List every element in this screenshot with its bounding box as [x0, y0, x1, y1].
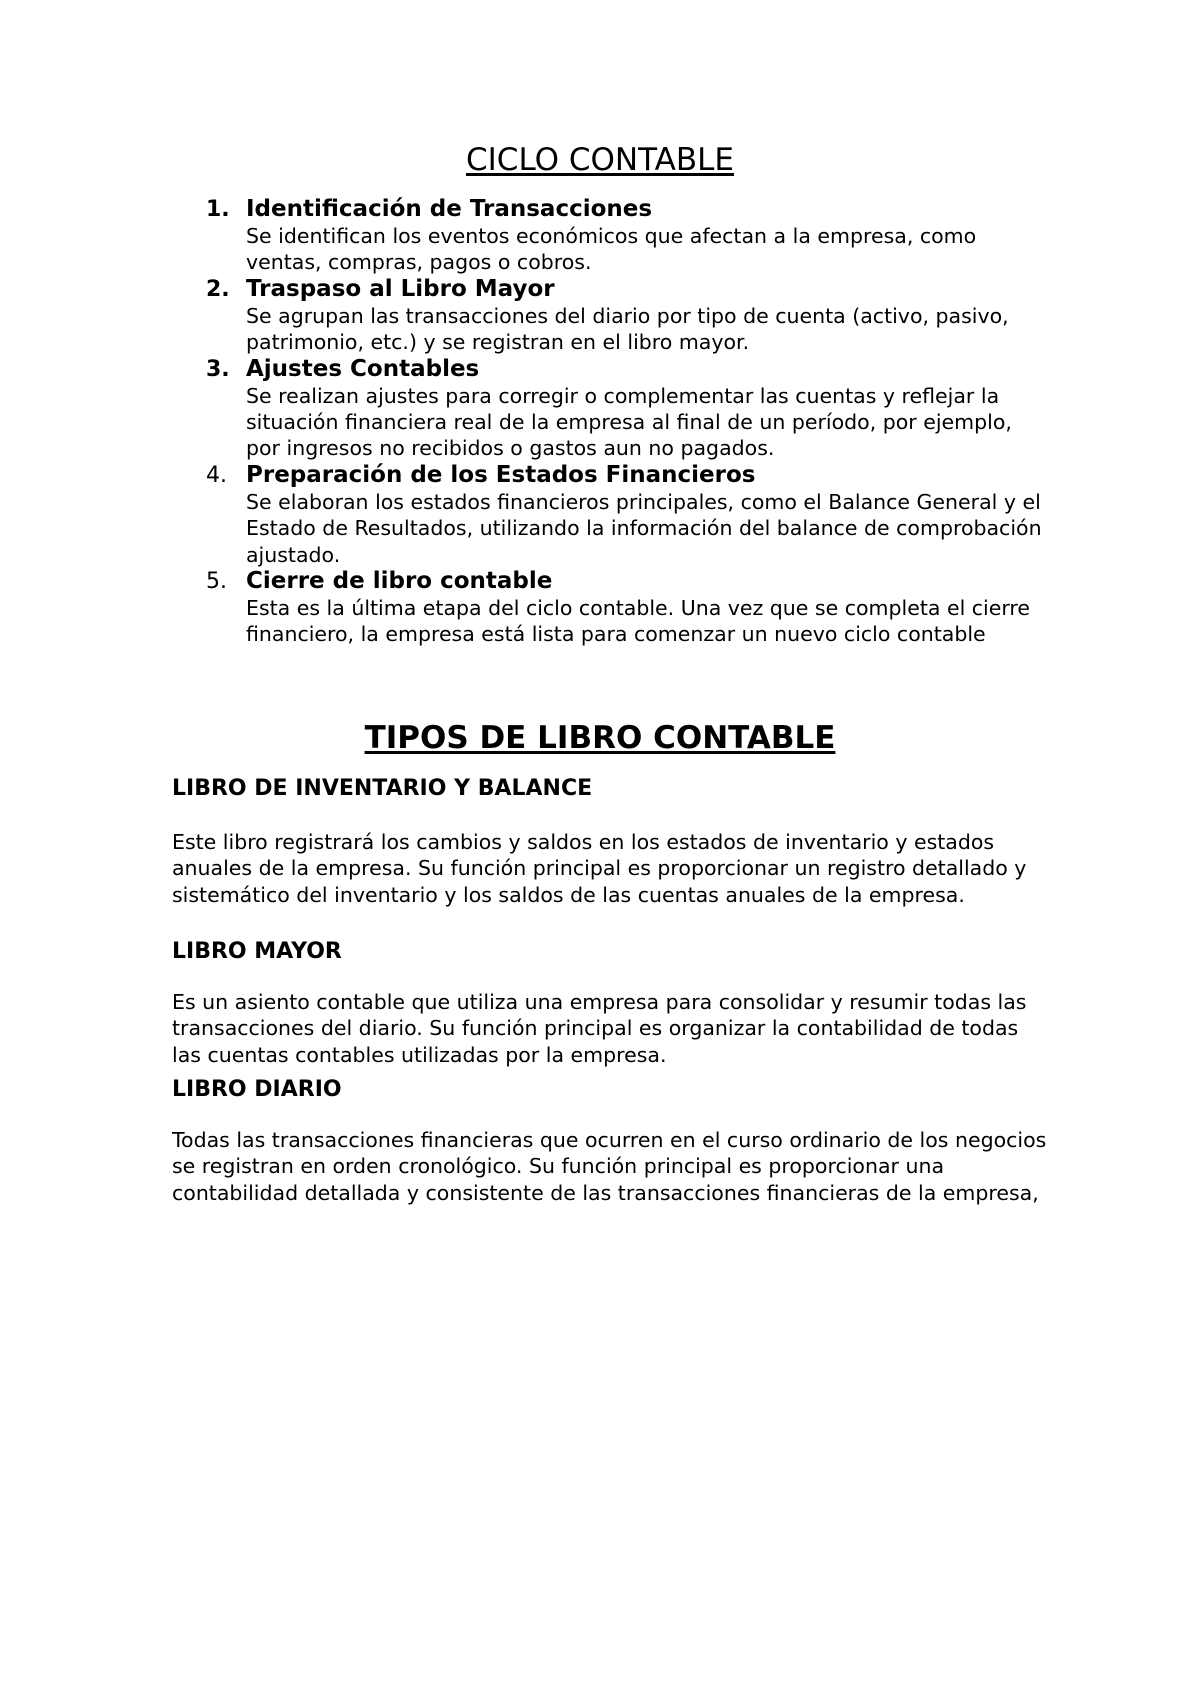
- step-description: Esta es la última etapa del ciclo contable. Una vez que se completa el cierre financiero, la empresa está lista para comenzar un nuevo ciclo contable: [246, 596, 1031, 647]
- title-tipos-de-libro: TIPOS DE LIBRO CONTABLE: [364, 720, 836, 756]
- book-heading: LIBRO DIARIO: [172, 1077, 342, 1102]
- step-item-5: [206, 568, 1046, 648]
- title-ciclo-contable: CICLO CONTABLE: [466, 142, 734, 178]
- step-number: 1.: [206, 197, 230, 222]
- book-section-diario: [172, 1076, 1052, 1206]
- step-title: Preparación de los Estados Financieros: [246, 461, 756, 488]
- step-number: 4.: [206, 462, 227, 488]
- book-text: Este libro registrará los cambios y saldos en los estados de inventario y estados anuales de la empresa. Su función principal es proporcionar un registro detallado y sistemático del inventario y los saldos de las cuentas anuales de la empresa.: [172, 830, 1027, 907]
- step-item-1: [206, 196, 1046, 276]
- step-description: Se elaboran los estados financieros principales, como el Balance General y el Estado de Resultados, utilizando la información del balance de comprobación ajustado.: [246, 489, 1042, 567]
- book-text: Todas las transacciones financieras que ocurren en el curso ordinario de los negocios se registran en orden cronológico. Su función principal es proporcionar una contabilidad detallada y consistente de las transacciones financieras de la empresa,: [172, 1128, 1047, 1205]
- step-description: Se agrupan las transacciones del diario por tipo de cuenta (activo, pasivo, patrimonio, etc.) y se registran en el libro mayor.: [246, 303, 1009, 355]
- step-number: 3.: [206, 356, 230, 382]
- step-title: Identificación de Transacciones: [246, 196, 653, 222]
- book-text: Es un asiento contable que utiliza una empresa para consolidar y resumir todas las transacciones del diario. Su función principal es organizar la contabilidad de todas las cuentas contables utilizadas por la empresa.: [172, 990, 1027, 1067]
- step-item-2: [206, 276, 1046, 356]
- step-title: Ajustes Contables: [246, 355, 480, 382]
- book-heading: LIBRO DE INVENTARIO Y BALANCE: [172, 776, 593, 801]
- book-section-inventario: [172, 775, 1052, 908]
- step-title: Traspaso al Libro Mayor: [246, 275, 555, 302]
- step-item-3: [206, 356, 1046, 462]
- book-heading: LIBRO MAYOR: [172, 939, 342, 964]
- step-description: Se realizan ajustes para corregir o complementar las cuentas y reflejar la situación financiera real de la empresa al final de un período, por ejemplo, por ingresos no recibidos o gastos aun no pagados.: [246, 383, 1012, 461]
- step-description: Se identifican los eventos económicos que afectan a la empresa, como ventas, compras, pagos o cobros.: [246, 224, 977, 275]
- steps-list: [206, 196, 1046, 648]
- step-item-4: [206, 462, 1046, 568]
- step-title: Cierre de libro contable: [246, 568, 553, 595]
- book-section-mayor: [172, 938, 1052, 1068]
- step-number: 2.: [206, 276, 230, 302]
- step-number: 5.: [206, 569, 227, 595]
